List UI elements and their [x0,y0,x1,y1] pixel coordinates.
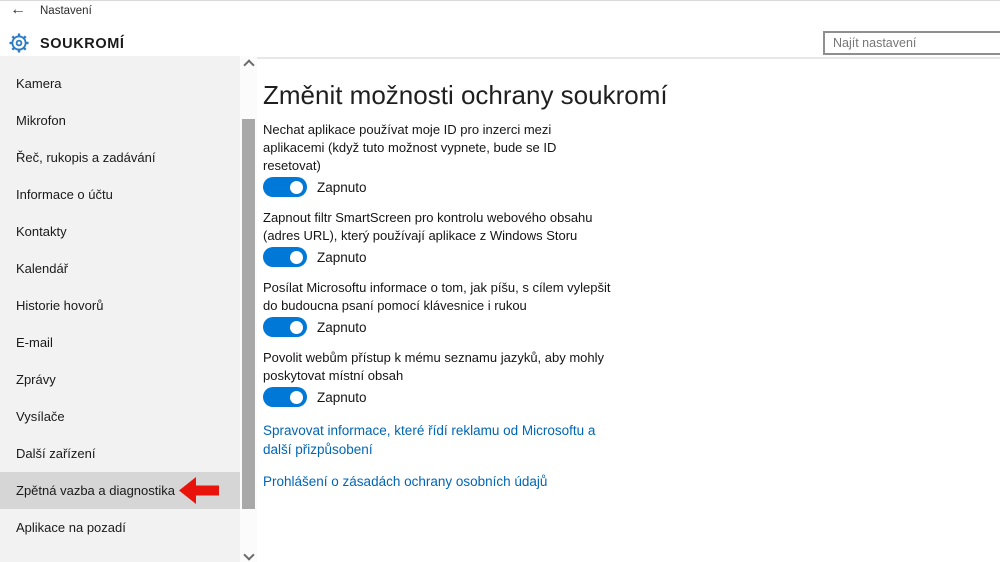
toggle-knob [290,391,303,404]
sidebar-item-mikrofon[interactable]: Mikrofon [16,113,66,128]
toggle-smartscreen[interactable] [263,247,307,267]
toggle-state-label: Zapnuto [317,319,367,335]
toggle-knob [290,181,303,194]
sidebar-item-kalendar[interactable]: Kalendář [16,261,69,276]
window-title: Nastavení [40,5,92,17]
scroll-up-icon[interactable] [244,59,252,67]
privacy-content [263,71,683,504]
sidebar-item-dalsi-zarizeni[interactable]: Další zařízení [16,446,96,461]
toggle-state-label: Zapnuto [317,389,367,405]
sidebar-item-kamera[interactable]: Kamera [16,76,62,91]
toggle-advertising-id[interactable] [263,177,307,197]
content-heading: Změnit možnosti ochrany soukromí [263,80,668,110]
scroll-down-icon[interactable] [244,552,252,560]
sidebar-item-kontakty[interactable]: Kontakty [16,224,67,239]
link-privacy-statement[interactable]: Prohlášení o zásadách ochrany osobních údajů [263,474,548,489]
toggle-knob [290,251,303,264]
toggle-state-label: Zapnuto [317,249,367,265]
page-title: SOUKROMÍ [40,36,125,52]
sidebar-item-zpetna-vazba-a-diagnostika[interactable]: Zpětná vazba a diagnostika [0,472,240,509]
back-button[interactable]: ← [10,1,26,18]
setting-description-language-list: Povolit webům přístup k mému seznamu jazyků, aby mohly poskytovat místní obsah [263,350,605,383]
sidebar-item-aplikace-na-pozadi[interactable]: Aplikace na pozadí [16,520,126,535]
scrollbar-thumb[interactable] [242,119,255,509]
link-manage-ad-info[interactable]: Spravovat informace, které řídí reklamu od Microsoftu a další přizpůsobení [263,423,596,457]
sidebar-item-historie-hovoru[interactable]: Historie hovorů [16,298,104,313]
toggle-knob [290,321,303,334]
sidebar-item-zpravy[interactable]: Zprávy [16,372,56,387]
toggle-typing-info[interactable] [263,317,307,337]
red-arrow-annotation [179,477,219,504]
sidebar-scrollbar[interactable] [240,56,257,562]
sidebar-item-informace-o-uctu[interactable]: Informace o účtu [16,187,113,202]
sidebar-item-rec-rukopis[interactable]: Řeč, rukopis a zadávání [16,150,156,165]
setting-description-advertising-id: Nechat aplikace používat moje ID pro inzerci mezi aplikacemi (když tuto možnost vypnete, bude se ID resetovat) [263,122,557,173]
setting-description-typing-info: Posílat Microsoftu informace o tom, jak píšu, s cílem vylepšit do budoucna psaní pomocí klávesnice i rukou [263,280,611,313]
setting-description-smartscreen: Zapnout filtr SmartScreen pro kontrolu webového obsahu (adres URL), který používají aplikace z Windows Storu [263,210,593,243]
sidebar-item-email[interactable]: E-mail [16,335,53,350]
gear-icon [8,32,30,54]
sidebar-item-vysilace[interactable]: Vysílače [16,409,65,424]
search-input[interactable] [823,31,1000,55]
toggle-language-list[interactable] [263,387,307,407]
toggle-state-label: Zapnuto [317,179,367,195]
